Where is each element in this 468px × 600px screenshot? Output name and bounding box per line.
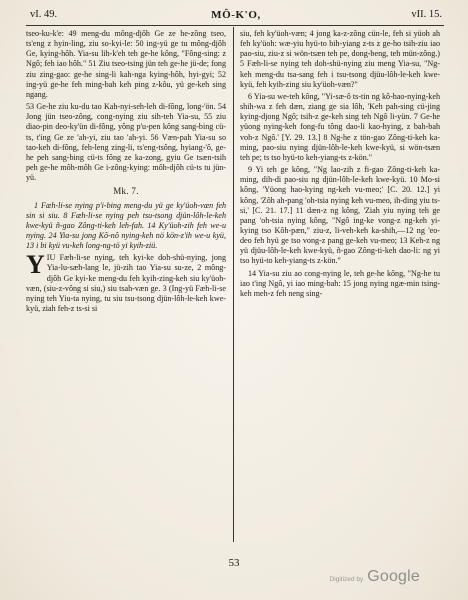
running-header	[30, 7, 442, 23]
column-divider	[233, 27, 234, 542]
header-book-title: MÔ-K'O,	[211, 9, 261, 21]
left-column	[26, 29, 226, 544]
digitization-watermark	[330, 568, 420, 586]
header-left-reference: vI. 49.	[30, 9, 58, 20]
right-column	[240, 29, 440, 544]
right-paragraph: 9 Yi teh ge kông, "Ng lao-zih z fi-gao Zông-ti-keh ka-ming, dih-di pao-siu ng djün-lôh-le-keh kwe-kyü. 10 Mo-si kông, 'Yüong hao-kying ng-keh vu-meo;' [C. 20. 12.] yi kông, 'Zôh ah-pang 'oh-tsia nying keh vu-meo, ih-ding yiu ts-si,' [C. 21. 17.] 11 dæn-z ng kông, 'Ziah yiu nying teh ge pang 'oh-tsia nying kông, "Ngô ing-ke vong-z ng-keh yi-kying tso Kôh-pæn," ziu-z, li-veh-keh ka-shih,—12 ng 'eo-deo feh hyü ge tso vong-z pang ge-keh vu-meo; 13 Keh-z ng yü djüu-lôh-le-keh kwe-kyü, ñ-gao Zông-ti-keh dao-li: ng yi tso hyü-to keh-yiang-ts z-kön."	[240, 165, 440, 266]
right-paragraph: 14 Yia-su ziu ao cong-nying le, teh ge-he kông, "Ng-he tu iao t'ing Ngô, yi iao ming-bah: 15 jong nying ngæ-min tsing-keh meh-z feh neng sing-	[240, 268, 440, 298]
page-number: 53	[228, 557, 240, 569]
right-paragraph: 6 Yia-su we-teh kông, "Yi-sæ-ô ts-tin ng kô-hao-nying-keh shih-wa z feh dæn, ziang ge sia lôh, 'Keh pah-sing cü-jing kying-djong Ngô; tsih-z ge-keh sing teh Ngô li-yün. 7 Ge-he yüong nying-keh fong-fu tông dao-li kao-hying, z bah-bah voh-z Ngô.' [Y. 29. 13.] 8 Ng-he z tön-gao Zông-ti-keh ka-ming, pao-siu nying djün-lôh-le-keh kwe-kyü, si wön-tsæn teh pe; ts tso hyü-to keh-yiang-ts z-kön."	[240, 91, 440, 162]
right-paragraph: siu, feh ky'üoh-væn; 4 jong ka-z-zông cün-le, feh si yüoh ah feh ky'üoh: wæ-yiu hyü-to bih-yiang z-ts z ge-ho tsih-ziu iao pao-siu, ziu-z si wön-tsæn teh pe, dong-beng, teh mün-zông.) 5 Fæh-li-se nying teh doh-shü-nying ziu meng Yia-su, "Ng-keh meng-du tsa-sang feh i tsu-tsong djüu-lôh-le-keh kwe-kyü, feh kyih-zing siu ky'üoh-væn?"	[240, 29, 440, 89]
chapter-opening-text: IU Fæh-li-se nying, teh kyi-ke doh-shü-nying, jong Yia-lu-sæh-lang le, jü-zih tao Yia-su su-ze, 2 mông-djôh Ge kyi-ke meng-du feh kyih-zing-keh siu ky'üoh-væn, (siu-z-vông si siu,) siu tsah-væn ge. 3 (Ing-yü Fæh-li-se nying teh Yiu-ta nying, tu siu tsu-tsong djün-lôh-le-keh kwe-kyü, ziah feh-z ts-si si	[26, 253, 226, 314]
header-right-reference: vII. 15.	[411, 9, 442, 20]
chapter-opening-paragraph	[26, 250, 226, 314]
chapter-heading: Mk. 7.	[113, 186, 139, 197]
google-logo: Google	[367, 568, 420, 585]
drop-cap-letter: Y	[26, 250, 45, 280]
watermark-prefix: Digitized by	[329, 576, 364, 583]
chapter-summary: 1 Fæh-li-se nying p'i-bing meng-du yü ge ky'üoh-væn feh sin si siu. 8 Fæh-li-se nying peh tsu-tsong djün-lôh-le-keh kwe-kyü ñ-gao Zông-ti-keh leh-fah. 14 Ky'üoh-zih feh we-u nying. 24 Yia-su jong Kô-nô nying-keh nö kön-z'ih we-u kyü, 13 i bi kyü vu-keh long-ng-tö yi kyih-ziü.	[26, 200, 226, 251]
header-rule	[26, 25, 444, 26]
left-paragraph: tseo-ku-k'e: 49 meng-du mông-djôh Ge ze he-zông tseo, ts'eng z hyin-ling, ziu so-kyi-le: 50 ing-yü ge tu mông-djôh Ge, kying-hôh. Yia-su lih-k'eh teh ge-he kông, "Fông-sing: z Ngô; feh iao hôh." 51 Ziu tseo-tsing jün teh ge-he jü-de; fong ziu zing-gao: ge-he sing-li kah-nga kying-hôh, hyi-gyi; 52 ing-yü ge-he feh ming-bah keh ping z-kôu, yü ge-keh sing ngang.	[26, 29, 226, 99]
left-paragraph: 53 Ge-he ziu ku-du tao Kah-nyi-seh-leh di-fông, long-'ön. 54 Jong jün tseo-zông, cong-nying ziu sih-teh Yia-su, 55 ziu diao-pin deo-ky'ün di-fông, yông p'u-pen kông sang-bing cü-ts, t'ing Ge ze 'ah-yi, ziu tao 'ah-yi. 56 Væn-pah Yia-su so tao-keh di-fông, feh-leng zing-li, ts'eng-tsông, hyiang-'ô, ge-he peh sang-bing cü-ts fông ze ka-zong, gyiu Ge tsæn-tsih peh ge-he môh-môh Ge i-zông-kying: môh-djôh cü-ts tu jün-yü.	[26, 102, 226, 183]
